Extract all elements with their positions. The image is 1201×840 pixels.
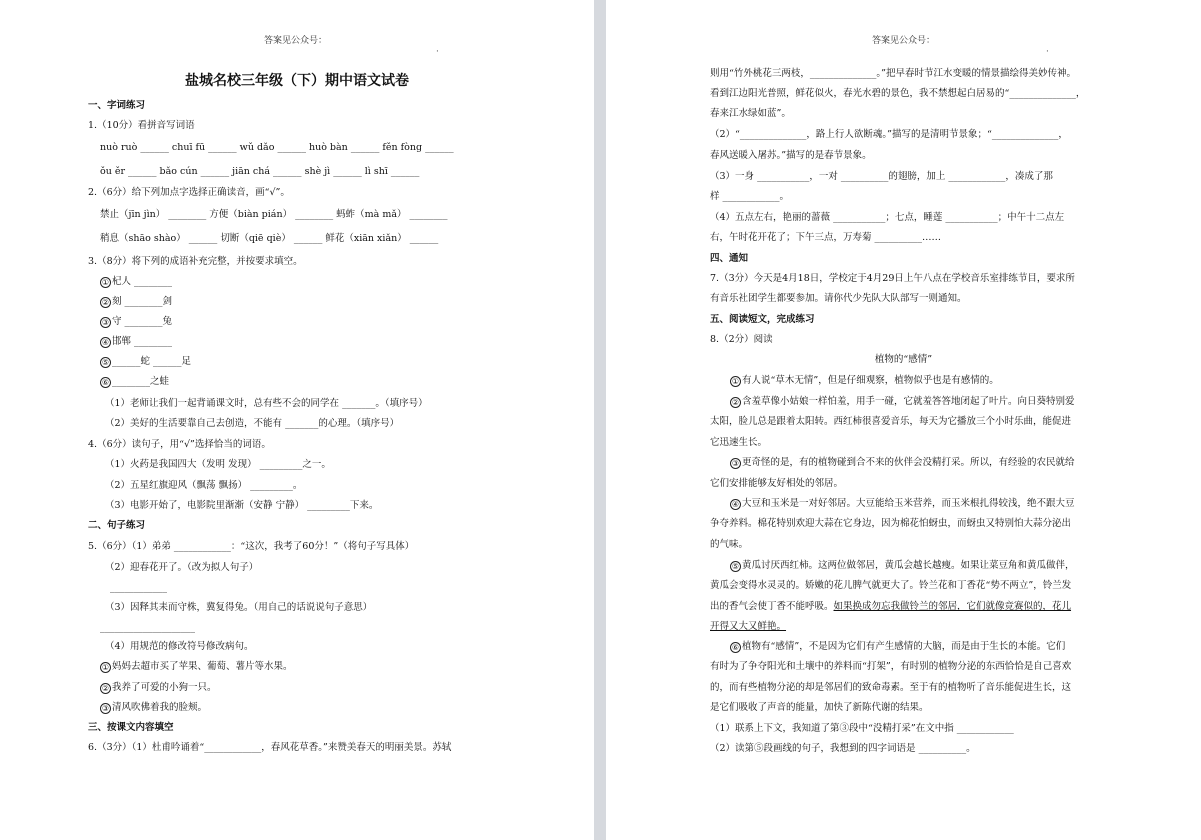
text-line (710, 723, 1014, 735)
text-line (710, 601, 1071, 613)
text-line (710, 108, 791, 120)
text-line (710, 682, 1071, 694)
line-text: 有时为了争夺阳光和土壤中的养料而“打架”，有时别的植物分泌的东西恰恰是自己喜欢 (710, 661, 1072, 672)
text-line (710, 539, 748, 551)
text-line (710, 212, 1064, 224)
text-line (100, 356, 191, 368)
page-header: 答案见公众号： (264, 36, 328, 46)
line-text: 则用“竹外桃花三两枝，______________。”把早春时节江水变暖的情景描绘得美妙传神。 (710, 68, 1076, 79)
text-line (100, 296, 172, 308)
text-line (100, 209, 448, 221)
section-heading (88, 520, 145, 532)
text-line (730, 396, 1075, 408)
line-text: 出的香气会使丁香不能呼吸。 (710, 601, 834, 612)
text-line (88, 439, 271, 451)
text-line (100, 702, 207, 714)
text-line (88, 541, 414, 553)
line-text: 6.（3分）（1）杜甫吟诵着“____________，春风花草香。”来赞美春天的明丽美景。苏轼 (88, 742, 452, 753)
line-text: 的，而有些植物分泌的却是邻居们的致命毒素。至于有的植物听了音乐能促进生长，这 (710, 682, 1072, 693)
line-text: 春来江水绿如蓝”。 (710, 108, 791, 119)
line-text: （3）因释其耒而守株，冀复得兔。（用自己的话说说句子意思） (105, 602, 373, 613)
line-text: （3）一身 ___________，一对 __________的翅膀，加上 ____________，凑成了那 (710, 171, 1053, 182)
circled-number: ⑤ (731, 562, 740, 571)
text-line (105, 480, 302, 492)
line-text: （3）电影开始了，电影院里渐渐（安静 宁静） _________下来。 (105, 500, 379, 511)
line-text: 植物有“感情”，不是因为它们有产生感情的大脑，而是由于生长的本能。它们 (742, 641, 1066, 652)
line-text: 黄瓜讨厌西红柿。这两位做邻居，黄瓜会越长越瘦。如果让菜豆角和黄瓜做伴， (742, 560, 1075, 571)
circled-number: ① (101, 278, 110, 287)
line-text: ____________________ (100, 622, 195, 633)
text-line (710, 334, 773, 346)
text-line (100, 233, 438, 245)
text-line (88, 187, 290, 199)
line-text: 1.（10分）看拼音写词语 (88, 120, 195, 131)
line-text: 清风吹佛着我的脸颊。 (112, 702, 208, 713)
line-text: 4.（6分）读句子，用“√”选择恰当的词语。 (88, 439, 271, 450)
text-line (710, 191, 789, 203)
line-text: 更奇怪的是，有的植物碰到合不来的伙伴会没精打采。所以，有经验的农民就给 (742, 457, 1075, 468)
header-dot: · (1046, 47, 1049, 57)
text-line (100, 316, 172, 328)
line-text: 大豆和玉米是一对好邻居。大豆能给玉米营养，而玉米根扎得较浅，绝不跟大豆 (742, 498, 1075, 509)
text-line (710, 743, 976, 755)
line-text: （4）五点左右，艳丽的蔷薇 ___________；七点，睡莲 ___________；中午十二点左 (710, 212, 1065, 223)
right-page (606, 0, 1201, 840)
text-line (710, 416, 1071, 428)
line-text: 含羞草像小姑娘一样怕羞，用手一碰，它就羞答答地闭起了叶片。向日葵特别爱 (742, 396, 1075, 407)
line-text: （1）老师让我们一起背诵课文时，总有些不会的同学在 _______。（填序号） (105, 398, 428, 409)
line-text: （2）“______________，路上行人欲断魂。”描写的是清明节景象；“______________， (710, 129, 1068, 140)
text-line (606, 354, 1201, 366)
circled-number: ③ (731, 459, 740, 468)
line-text: （2）五星红旗迎风（飘荡 飘扬） _________。 (105, 480, 303, 491)
text-line (730, 560, 1075, 572)
text-line (88, 120, 195, 132)
line-text: 二、句子练习 (88, 520, 146, 531)
line-text: 一、字词练习 (88, 100, 146, 111)
line-text: 开得又大又鲜艳。 (710, 621, 787, 632)
line-text: 三、按课文内容填空 (88, 722, 174, 733)
line-text: 右，午时花开花了；下午三点，万寿菊 __________…… (710, 232, 942, 243)
line-text: 黄瓜会变得水灵灵的。娇嫩的花儿脾气就更大了。铃兰花和丁香花“势不两立”，铃兰发 (710, 580, 1072, 591)
line-text: ________之蛙 (112, 376, 170, 387)
text-line (110, 582, 167, 594)
circled-number: ③ (101, 318, 110, 327)
text-line (710, 702, 929, 714)
line-text: 五、阅读短文，完成练习 (710, 314, 815, 325)
text-line (710, 232, 941, 244)
section-heading (88, 100, 145, 112)
line-text: ǒu ěr ______ bǎo cún ______ jiān chá ______ shè jì ______ lì shī ______ (100, 166, 420, 177)
text-line (730, 641, 1065, 653)
line-text: 7.（3分）今天是4月18日，学校定于4月29日上午八点在学校音乐室排练节目，要求所 (710, 273, 1075, 284)
text-line (88, 742, 451, 754)
line-text: 争夺养料。棉花特别欢迎大蒜在它身边，因为棉花怕蚜虫，而蚜虫又特别怕大蒜分泌出 (710, 518, 1072, 529)
line-text: 看到江边阳光普照，鲜花似火，春光水碧的景色，我不禁想起白居易的“______________， (710, 88, 1086, 99)
line-text: 妈妈去超市买了苹果、葡萄、薯片等水果。 (112, 661, 293, 672)
line-text: 四、通知 (710, 253, 749, 264)
circled-number: ④ (101, 338, 110, 347)
circled-number: ⑤ (101, 358, 110, 367)
line-text: 我养了可爱的小狗一只。 (112, 682, 217, 693)
text-line (710, 88, 1085, 100)
line-text: 的气味。 (710, 539, 749, 550)
underlined-sentence: 如果换成勿忘我做铃兰的邻居，它们就像竞赛似的，花儿 (833, 601, 1072, 612)
text-line (730, 498, 1075, 510)
text-line (88, 256, 303, 268)
text-line (710, 518, 1071, 530)
text-line (100, 682, 217, 694)
circled-number: ① (101, 663, 110, 672)
line-text: 样 ____________。 (710, 191, 790, 202)
text-line (730, 457, 1075, 469)
line-text: 是它们吸收了声音的能量，加快了新陈代谢的结果。 (710, 702, 929, 713)
line-text: 刻 ________剑 (112, 296, 173, 307)
page-header: 答案见公众号： (872, 36, 936, 46)
line-text: （2）迎春花开了。（改为拟人句子） (105, 562, 259, 573)
line-text: 植物的“感情” (874, 354, 933, 365)
line-text: （1）火药是我国四大（发明 发现） _________之一。 (105, 459, 331, 470)
section-heading (710, 253, 748, 265)
text-line (100, 336, 172, 348)
text-line (710, 171, 1053, 183)
text-line (730, 375, 999, 387)
line-text: 2.（6分）给下列加点字选择正确读音，画“√”。 (88, 187, 290, 198)
text-line (710, 150, 872, 162)
line-text: 守 ________兔 (112, 316, 173, 327)
text-line (100, 276, 172, 288)
text-line (100, 622, 195, 634)
line-text: 稍息（shāo shào） ______ 切断（qiē qiè） ______ 鲜花（xiān xiǎn） ______ (100, 233, 439, 244)
line-text: nuò ruò ______ chuī fū ______ wǔ dǎo ______ huò bàn ______ fěn fòng ______ (100, 142, 454, 153)
line-text: （1）联系上下文，我知道了第③段中“没精打采”在文中指 ____________ (710, 723, 1014, 734)
text-line (710, 437, 767, 449)
text-line (100, 142, 454, 154)
circled-number: ② (731, 398, 740, 407)
line-text: 8.（2分）阅读 (710, 334, 773, 345)
line-text: 春风送暖入屠苏。”描写的是春节景象。 (710, 150, 872, 161)
line-text: 它迅速生长。 (710, 437, 768, 448)
text-line (105, 641, 254, 653)
text-line (710, 661, 1071, 673)
line-text: 它们安排能够友好相处的邻居。 (710, 478, 844, 489)
circled-number: ① (731, 377, 740, 386)
line-text: 5.（6分）（1）弟弟 ____________：“这次，我考了60分！”（将句子写具体） (88, 541, 415, 552)
text-line (105, 602, 372, 614)
line-text: 杞人 ________ (112, 276, 173, 287)
section-heading (88, 722, 174, 734)
section-heading (710, 314, 815, 326)
line-text: 有人说“草木无情”，但是仔细观察，植物似乎也是有感情的。 (742, 375, 999, 386)
line-text: （2）读第⑤段画线的句子，我想到的四字词语是 __________。 (710, 743, 976, 754)
exam-title: 盐城名校三年级（下）期中语文试卷 (185, 73, 409, 89)
line-text: 3.（8分）将下列的成语补充完整，并按要求填空。 (88, 256, 303, 267)
line-text: 禁止（jīn jìn） ________ 方便（biàn pián） ________ 蚂蚱（mà mǎ） ________ (100, 209, 448, 220)
text-line (100, 376, 169, 388)
line-text: 太阳，脸儿总是跟着太阳转。西红柿很喜爱音乐，每天为它播放三个小时乐曲，能促进 (710, 416, 1072, 427)
line-text: （4）用规范的修改符号修改病句。 (105, 641, 254, 652)
text-line (710, 621, 786, 633)
text-line (105, 562, 258, 574)
line-text: ______蛇 ______足 (112, 356, 192, 367)
circled-number: ⑥ (731, 643, 740, 652)
line-text: 邯郸 ________ (112, 336, 173, 347)
line-text: ____________ (110, 582, 167, 593)
circled-number: ② (101, 684, 110, 693)
text-line (710, 478, 843, 490)
text-line (105, 500, 378, 512)
text-line (105, 398, 428, 410)
circled-number: ④ (731, 500, 740, 509)
text-line (105, 418, 399, 430)
line-text: （2）美好的生活要靠自己去创造，不能有 _______的心理。（填序号） (105, 418, 400, 429)
text-line (105, 459, 331, 471)
text-line (100, 166, 419, 178)
text-line (710, 273, 1075, 285)
line-text: 有音乐社团学生都要参加。请你代少先队大队部写一则通知。 (710, 293, 967, 304)
text-line (710, 580, 1071, 592)
text-line (710, 129, 1068, 141)
circled-number: ③ (101, 704, 110, 713)
text-line (100, 661, 293, 673)
text-line (710, 293, 967, 305)
header-dot: · (436, 47, 439, 57)
text-line (710, 68, 1076, 80)
left-page (0, 0, 594, 840)
circled-number: ② (101, 298, 110, 307)
circled-number: ⑥ (101, 378, 110, 387)
